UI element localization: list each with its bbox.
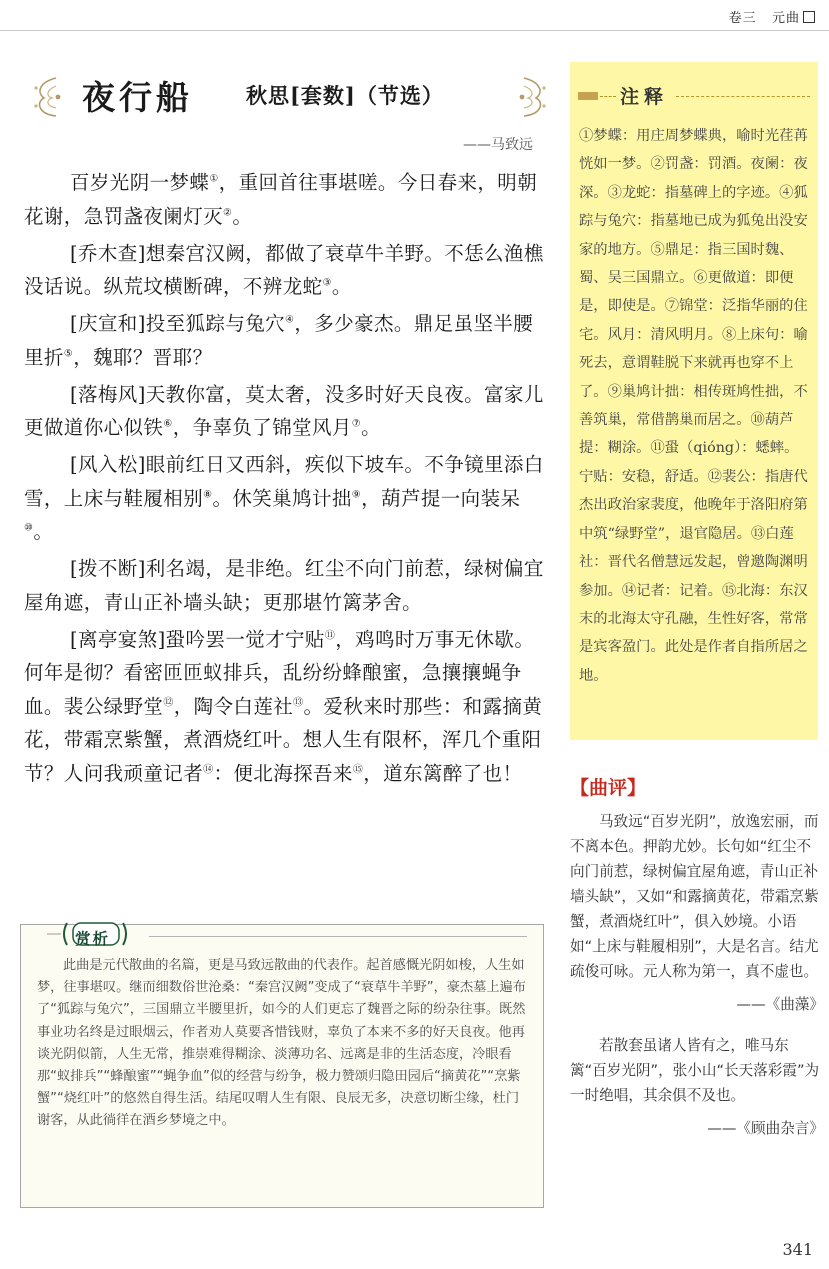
poem-text [24, 166, 544, 794]
review-title: 【曲评】 [570, 777, 647, 799]
review-source: ——《顾曲杂言》 [707, 1120, 824, 1137]
divider [600, 96, 616, 97]
divider [676, 96, 810, 97]
running-head [729, 7, 815, 26]
page-number: 341 [782, 1240, 813, 1259]
note-marker: ⑫ [163, 697, 174, 708]
page-header [0, 0, 829, 31]
note-marker: ⑤ [63, 348, 74, 359]
note-marker: ⑭ [203, 764, 214, 775]
poem-stanza: [离亭宴煞]蛩吟罢一觉才宁贴⑪，鸡鸣时万事无休歇。何年是彻？看密匝匝蚁排兵，乱纷纷蜂酿蜜，急攘攘蝇争血。裴公绿野堂⑫，陶令白莲社⑬。爱秋来时那些：和露摘黄花，带霜烹紫蟹，煮酒烧红叶。想人生有限杯，浑几个重阳节？人问我顽童记者⑭：便北海探吾来⑮，道东篱醉了也！ [24, 627, 543, 785]
ornament-right-icon [518, 74, 550, 120]
note-marker: ⑪ [324, 630, 336, 641]
review-paragraph: 马致远“百岁光阴”，放逸宏丽，而不离本色。押韵尤妙。长句如“红尘不向门前惹，绿树偏宜屋角遮，青山正补墙头缺”，又如“和露摘黄花，带霜烹紫蟹，煮酒烧红叶”，俱入妙境。小语如“上床与鞋履相别”，大是名言。结尤疏俊可咏。元人称为第一，真不虚也。 [570, 813, 819, 980]
note-marker: ④ [285, 314, 295, 326]
note-marker: ⑨ [351, 489, 362, 500]
notes-header [578, 82, 810, 112]
poem-stanza: [庆宣和]投至狐踪与兔穴④，多少豪杰。鼎足虽坚半腰里折⑤，魏耶？晋耶？ [24, 312, 534, 369]
analysis-title: 赏析 [75, 929, 111, 948]
poem-title: 夜行船 [82, 78, 193, 117]
review-section [570, 776, 824, 1157]
notes-bar-icon [578, 92, 598, 100]
poem-stanza: [落梅风]天教你富，莫太奢，没多时好天良夜。富家儿更做道你心似铁⑥，争辜负了锦堂风月⑦。 [24, 382, 544, 439]
analysis-header [31, 924, 541, 950]
section-label: 元曲 [771, 11, 800, 26]
poem-stanza: [风入松]眼前红日又西斜，疾似下坡车。不争镜里添白雪，上床与鞋履相别⑧。休笑巢鸠计拙⑨，葫芦提一向装呆⑩。 [24, 453, 544, 543]
review-source: ——《曲藻》 [736, 996, 824, 1013]
poem-stanza: [拨不断]利名竭，是非绝。红尘不向门前惹，绿树偏宜屋角遮，青山正补墙头缺；更那堪竹篱茅舍。 [24, 557, 544, 614]
review-paragraph: 若散套虽诸人皆有之，唯马东篱“百岁光阴”，张小山“长天落彩霞”为一时绝唱，其余俱不及也。 [570, 1037, 820, 1104]
note-marker: ⑧ [203, 489, 213, 500]
poem-stanza: 百岁光阴一梦蝶①，重回首往事堪嗟。今日春来，明朝花谢，急罚盏夜阑灯灭②。 [24, 171, 538, 228]
author-credit: ——马致远 [463, 137, 533, 153]
note-marker: ⑬ [293, 697, 304, 708]
note-marker: ⑦ [351, 418, 362, 430]
analysis-body: 此曲是元代散曲的名篇，更是马致远散曲的代表作。起首感慨光阴如梭，人生如梦，往事堪叹。继而细数俗世沧桑：“秦宫汉阙”变成了“衰草牛羊野”，豪杰墓上遍布了“狐踪与兔穴”，三国鼎立半腰里折，如今的人们更忘了魏晋之际的纷杂往事。既然事业功名终是过眼烟云，作者劝人莫要吝惜钱财，辜负了本来不多的好天良夜。他再谈光阴似箭，人生无常，推崇难得糊涂、淡薄功名、远离是非的生活态度，冷眼看那“蚁排兵”“蜂酿蜜”“蝇争血”似的经营与纷争，极力赞颂归隐田园后“摘黄花”“烹紫蟹”“烧红叶”的悠然自得生活。结尾叹喟人生有限、良辰无多，决意切断尘缘，杜门谢客，从此徜徉在酒乡梦境之中。 [37, 958, 526, 1129]
note-marker: ① [209, 173, 219, 185]
square-icon [803, 11, 815, 23]
ornament-left-icon [30, 74, 62, 120]
poem-subtitle: 秋思[套数]（节选） [246, 83, 444, 108]
note-marker: ③ [322, 277, 332, 289]
note-marker: ⑮ [352, 764, 364, 775]
notes-title: 注释 [620, 86, 669, 108]
volume-label: 卷三 [728, 11, 757, 26]
poem-stanza: [乔木查]想秦宫汉阙，都做了衰草牛羊野。不恁么渔樵没话说。纵荒坟横断碑，不辨龙蛇③。 [24, 241, 544, 298]
title-row [30, 72, 550, 128]
notes-panel [570, 62, 818, 740]
note-marker: ⑩ [24, 522, 34, 534]
analysis-box [20, 924, 544, 1208]
note-marker: ② [223, 207, 233, 218]
divider [149, 936, 527, 937]
note-marker: ⑥ [163, 418, 173, 430]
notes-body: ①梦蝶：用庄周梦蝶典，喻时光荏苒恍如一梦。②罚盏：罚酒。夜阑：夜深。③龙蛇：指墓碑上的字迹。④狐踪与兔穴：指墓地已成为狐兔出没安家的地方。⑤鼎足：指三国时魏、蜀、吴三国鼎立。⑥更做道：即便是，即使是。⑦锦堂：泛指华丽的住宅。风月：清风明月。⑧上床句：喻死去，意谓鞋脱下来就再也穿不上了。⑨巢鸠计拙：相传斑鸠性拙，不善筑巢，常借鹊巢而居之。⑩葫芦提：糊涂。⑪蛩（qióng）：蟋蟀。宁贴：安稳，舒适。⑫裴公：指唐代杰出政治家裴度，他晚年于洛阳府第中筑“绿野堂”，退官隐居。⑬白莲社：晋代名僧慧远发起，曾邀陶渊明参加。⑭记者：记着。⑮北海：东汉末的北海太守孔融，生性好客，常常是宾客盈门。此处是作者自指所居之地。 [579, 128, 808, 684]
